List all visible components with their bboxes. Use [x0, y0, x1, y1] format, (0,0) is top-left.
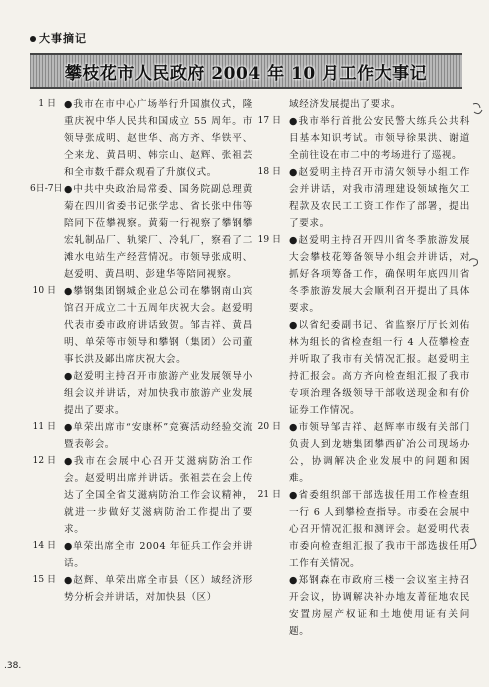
entry-date: 15 日 — [32, 575, 56, 585]
entry — [30, 538, 253, 572]
entry-text: ●省委组织部干部选拔任用工作检查组一行 6 人到攀检查指导。市委在会展中心召开情况汇报和测评会。赵爱明代表市委向检查组汇报了我市干部选拔任用工作有关情况。 — [289, 490, 470, 569]
entry-text: ●赵辉、单荣出席全市县（区）域经济形势分析会并讲话，对加快县（区） — [64, 575, 253, 603]
entry-text: ●赵爱明主持召开市清欠领导小组工作会并讲话，对我市清理建设领域拖欠工程款及农民工工资工作作了部署，提出了要求。 — [289, 167, 470, 229]
entry — [30, 572, 253, 606]
entry — [255, 164, 470, 232]
entry-date — [255, 96, 289, 113]
entry — [255, 113, 470, 164]
entry-text: 域经济发展提出了要求。 — [289, 99, 402, 110]
entry — [255, 572, 470, 640]
entry — [30, 453, 253, 538]
page-number: .38. — [4, 661, 22, 671]
entry-date: 6日-7日 — [30, 184, 63, 194]
entry-date: 14 日 — [32, 541, 56, 551]
right-column — [255, 96, 470, 640]
bullet-dot-icon — [30, 36, 36, 42]
entry — [255, 232, 470, 317]
entry-date: 1 日 — [38, 99, 56, 109]
entry-date: 12 日 — [32, 456, 56, 466]
entry-date: 20 日 — [257, 422, 281, 432]
entry-date: 17 日 — [257, 116, 281, 126]
entry-text: ●赵爱明主持召开四川省冬季旅游发展大会攀枝花筹备领导小组会并讲话，对抓好各项筹备工作，确保明年底四川省冬季旅游发展大会顺利召开提出了具体要求。 — [289, 235, 470, 314]
entry-date: 10 日 — [32, 286, 56, 296]
entry — [30, 283, 253, 368]
entry — [255, 96, 470, 113]
scan-mark-icon — [470, 100, 484, 120]
entry-date: 18 日 — [257, 167, 281, 177]
entry-date: 19 日 — [257, 235, 281, 245]
entry — [255, 487, 470, 572]
entry-date — [255, 572, 289, 640]
entry-text: ●单荣出席市“安康杯”竞赛活动经验交流暨表彰会。 — [64, 422, 253, 450]
entry-text: ●我市在市中心广场举行升国旗仪式，隆重庆祝中华人民共和国成立 55 周年。市领导张成明、赵世华、高方齐、华铁平、仝来龙、黄昌明、韩宗山、赵辉、张祖芸和全市数千群众观看了升旗仪式。 — [64, 99, 253, 178]
entry-text: ●中共中央政治局常委、国务院副总理黄菊在四川省委书记张学忠、省长张中伟等陪同下莅攀视察。黄菊一行视察了攀钢攀宏轧制品厂、轨梁厂、冷轧厂，察看了二滩水电站生产经营情况。市领导张成明、赵爱明、黄昌明、彭建华等陪同视察。 — [64, 184, 253, 280]
entry-text: ●赵爱明主持召开市旅游产业发展领导小组会议并讲话，对加快我市旅游产业发展提出了要求。 — [64, 371, 253, 416]
entry — [30, 368, 253, 419]
scan-mark-icon — [466, 536, 482, 552]
title-banner — [30, 53, 462, 89]
entry — [30, 419, 253, 453]
entry-date: 11 日 — [32, 422, 56, 432]
entry-text: ●我市举行首批公安民警大练兵公共科目基本知识考试。市领导徐果洪、谢道全前往设在市二中的考场进行了巡视。 — [289, 116, 470, 161]
entry — [255, 419, 470, 487]
scan-mark-icon — [466, 255, 482, 269]
entry-date: 21 日 — [257, 490, 281, 500]
entry — [255, 317, 470, 419]
entry-text: ●以省纪委副书记、省监察厅厅长刘佑林为组长的省检查组一行 4 人莅攀检查并听取了我市有关情况汇报。赵爱明主持汇报会。高方齐向检查组汇报了我市专项治理各级领导干部收送现金和有价证券工作情况。 — [289, 320, 470, 416]
entry-date — [255, 317, 289, 419]
entry — [30, 181, 253, 283]
entry-date — [30, 368, 64, 419]
entry-text: ●我市在会展中心召开艾滋病防治工作会。赵爱明出席并讲话。张祖芸在会上传达了全国全省艾滋病防治工作会议精神，就进一步做好艾滋病防治工作提出了要求。 — [64, 456, 253, 535]
section-label: 大事摘记 — [30, 30, 87, 46]
page-title: 攀枝花市人民政府 2004 年 10 月工作大事记 — [64, 63, 428, 84]
entry-text: ●郑钢森在市政府三楼一会议室主持召开会议，协调解决补办地友菁征地农民安置房屋产权证和土地使用证有关问题。 — [289, 575, 470, 637]
left-column — [30, 96, 253, 606]
entry-text: ●单荣出席全市 2004 年征兵工作会并讲话。 — [64, 541, 253, 569]
entry-text: ●市领导邹吉祥、赵辉率市级有关部门负责人到龙塘集团攀西矿冶公司现场办公，协调解决企业发展中的问题和困难。 — [289, 422, 470, 484]
entry — [30, 96, 253, 181]
entry-text: ●攀钢集团钢城企业总公司在攀钢南山宾馆召开成立二十五周年庆祝大会。赵爱明代表市委市政府讲话致贺。邹吉祥、黄昌明、单荣等市领导和攀钢（集团）公司董事长洪及鄙出席庆祝大会。 — [64, 286, 253, 365]
